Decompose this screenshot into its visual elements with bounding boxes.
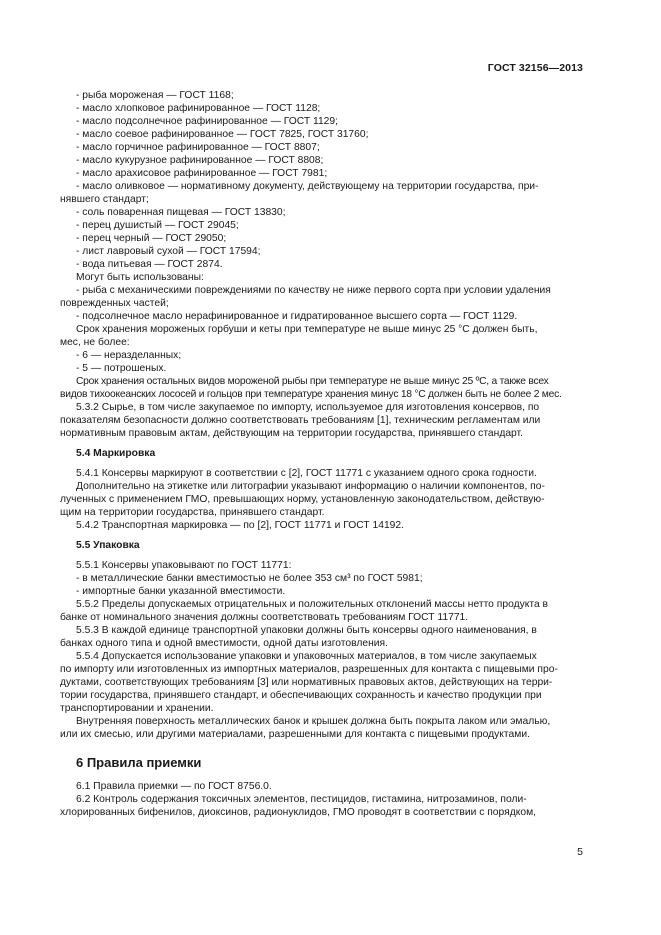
paragraph-continuation: лученных с применением ГМО, превышающих норму, установленную законодательством, действую-	[60, 494, 545, 505]
paragraph: 5.5.2 Пределы допускаемых отрицательных и положительных отклонений массы нетто продукта в	[76, 599, 549, 610]
list-item: - масло горчичное рафинированное — ГОСТ 8807;	[76, 142, 320, 153]
paragraph-continuation: тории государства, принявшего стандарт, и обеспечивающих сохранность и качество продукции при	[60, 690, 542, 701]
section-heading-packaging: 5.5 Упаковка	[76, 540, 140, 551]
paragraph-continuation: транспортировании и хранении.	[60, 703, 214, 714]
document-code: ГОСТ 32156—2013	[487, 62, 583, 74]
paragraph: Внутренняя поверхность металлических банок и крышек должна быть покрыта лаком или эмалью,	[76, 716, 551, 727]
list-item: - импортные банки указанной вместимости.	[76, 586, 286, 597]
section-heading-marking: 5.4 Маркировка	[76, 448, 156, 459]
paragraph-continuation: показателям безопасности должно соответствовать требованиям [1], техническим регламентам или	[60, 415, 541, 426]
list-item: - масло соевое рафинированное — ГОСТ 7825, ГОСТ 31760;	[76, 129, 369, 140]
page-body	[60, 89, 582, 819]
paragraph-continuation: по импорту или изготовленных из импортных материалов, разрешенных для контакта с пищевыми про-	[60, 664, 558, 675]
list-item-olive-oil: - масло оливковое — нормативному документу, действующему на территории государства, при-	[76, 181, 539, 192]
list-item: - лист лавровый сухой — ГОСТ 17594;	[76, 246, 261, 257]
paragraph-continuation: или их смесью, или другими материалами, разрешенными для контакта с пищевыми продуктами.	[60, 729, 530, 740]
paragraph: 5.3.2 Сырье, в том числе закупаемое по импорту, используемое для изготовления консервов, по	[76, 402, 540, 413]
paragraph: Дополнительно на этикетке или литографии указывают информацию о наличии компонентов, по-	[76, 481, 545, 492]
chapter-heading-acceptance-rules: 6 Правила приемки	[76, 755, 202, 770]
list-item: - перец черный — ГОСТ 29050;	[76, 233, 227, 244]
list-item-continuation: нявшего стандарт;	[60, 194, 149, 205]
paragraph-continuation: хлорированных бифенилов, диоксинов, радионуклидов, ГМО проводят в соответствии с порядком,	[60, 807, 537, 818]
list-item: - рыба мороженая — ГОСТ 1168;	[76, 90, 234, 101]
list-item: - рыба с механическими повреждениями по качеству не ниже первого сорта при условии удаления	[76, 285, 551, 296]
paragraph-continuation: дуктами, соответствующих требованиям [3] или нормативных правовых актов, действующих на терри-	[60, 677, 553, 688]
paragraph-continuation: щим на территории государства, принявшего стандарт.	[60, 507, 325, 518]
paragraph: 6.1 Правила приемки — по ГОСТ 8756.0.	[76, 781, 272, 792]
paragraph-continuation: видов тихоокеанских лососей и гольцов при температуре хранения минус 18 °С должен быть не более 2 мес.	[60, 389, 562, 400]
paragraph: Могут быть использованы:	[76, 272, 204, 283]
list-item: - соль поваренная пищевая — ГОСТ 13830;	[76, 207, 286, 218]
list-item: - 5 — потрошеных.	[76, 363, 167, 374]
page-number: 5	[577, 846, 583, 858]
list-item: - перец душистый — ГОСТ 29045;	[76, 220, 239, 231]
paragraph: Срок хранения мороженых горбуши и кеты при температуре не выше минус 25 °С должен быть,	[76, 324, 538, 335]
list-item: - масло подсолнечное рафинированное — ГОСТ 1129;	[76, 116, 338, 127]
list-item: - масло арахисовое рафинированное — ГОСТ 7981;	[76, 168, 328, 179]
list-item-continuation: поврежденных частей;	[60, 298, 169, 309]
paragraph: 5.5.4 Допускается использование упаковки и упаковочных материалов, в том числе закупаемых	[76, 651, 537, 662]
list-item: - подсолнечное масло нерафинированное и гидратированное высшего сорта — ГОСТ 1129.	[76, 311, 518, 322]
paragraph: 5.4.1 Консервы маркируют в соответствии с [2], ГОСТ 11771 с указанием одного срока годности.	[76, 468, 537, 479]
paragraph-continuation: мес, не более:	[60, 337, 130, 348]
paragraph: 5.4.2 Транспортная маркировка — по [2], ГОСТ 11771 и ГОСТ 14192.	[76, 520, 404, 531]
list-item: - 6 — неразделанных;	[76, 350, 182, 361]
paragraph-continuation: банках одного типа и одной вместимости, одной даты изготовления.	[60, 638, 388, 649]
list-item: - вода питьевая — ГОСТ 2874.	[76, 259, 223, 270]
paragraph: 5.5.3 В каждой единице транспортной упаковки должны быть консервы одного наименования, в	[76, 625, 537, 636]
paragraph-continuation: банке от номинального значения должны соответствовать требованиям ГОСТ 11771.	[60, 612, 469, 623]
paragraph: Срок хранения остальных видов мороженой рыбы при температуре не выше минус 25 ºС, а также всех	[76, 376, 549, 387]
paragraph-continuation: нормативным правовым актам, действующим на территории государства, принявшего стандарт.	[60, 428, 523, 439]
paragraph: 6.2 Контроль содержания токсичных элементов, пестицидов, гистамина, нитрозаминов, поли-	[76, 794, 527, 805]
list-item: - в металлические банки вместимостью не более 353 см³ по ГОСТ 5981;	[76, 573, 423, 584]
list-item: - масло кукурузное рафинированное — ГОСТ 8808;	[76, 155, 324, 166]
paragraph: 5.5.1 Консервы упаковывают по ГОСТ 11771:	[76, 560, 292, 571]
list-item: - масло хлопковое рафинированное — ГОСТ 1128;	[76, 103, 321, 114]
